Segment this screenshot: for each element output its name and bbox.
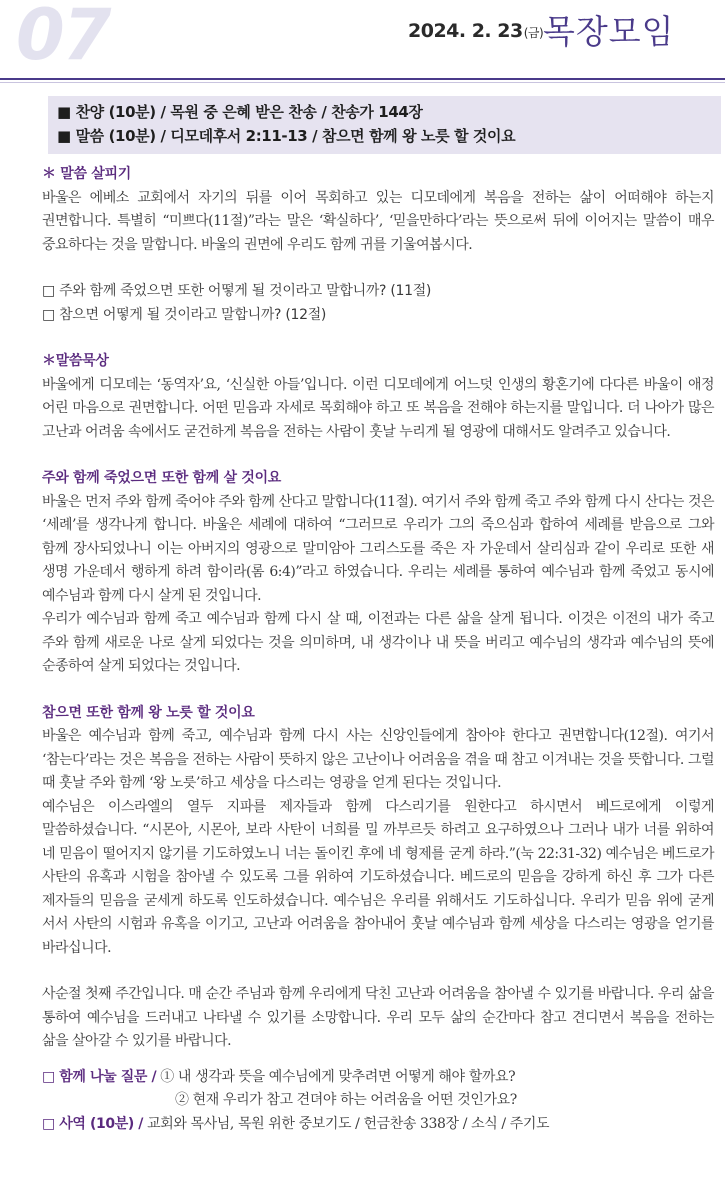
endure-paragraph-2: 예수님은 이스라엘의 열두 지파를 제자들과 함께 다스리기를 원한다고 하시면서 베드로에게 이렇게 말씀하셨습니다. “시몬아, 시몬아, 보라 사탄이 너희를 밀 까부르듯 하려고 요구하였으나 그러나 내가 너를 위하여 네 믿음이 떨어지지 않기를 기도하였노니 너는 돌이킨 후에 네 형제를 굳게 하라.”(눅 22:31-32) 예수님은 베드로가 사탄의 유혹과 시험을 참아낼 수 있도록 그를 위하여 기도하셨습니다. 베드로의 믿음을 강하게 하신 후 그가 다른 제자들의 믿음을 굳세게 하도록 인도하셨습니다. 예수님은 우리를 위해서도 기도하십니다. 우리가 믿음 위에 굳게 서서 사탄의 시험과 유혹을 이기고, 고난과 어려움을 참아내어 훗날 예수님과 함께 세상을 다스리는 영광을 얻기를 바라십니다. — [42, 798, 714, 956]
page-title: 목장모임 — [543, 12, 675, 51]
banner-praise: ■ 찬양 (10분) / 목원 중 은혜 받은 찬송 / 찬송가 144장 — [57, 103, 423, 121]
section-heading-meditation: ＊말씀묵상 — [42, 353, 109, 369]
spacer — [42, 257, 714, 280]
share-question-1-row — [42, 1066, 714, 1090]
meeting-date — [408, 20, 543, 42]
weekday: (금) — [523, 26, 544, 40]
ministry-text: 교회와 목사님, 목원 위한 중보기도 / 헌금찬송 338장 / 소식 / 주기도 — [147, 1115, 550, 1132]
meditation-paragraph: 바울에게 디모데는 ‘동역자’요, ‘신실한 아들’입니다. 이런 디모데에게 어느덧 인생의 황혼기에 다다른 바울이 애정 어린 마음으로 권면합니다. 어떤 믿음과 자세로 목회해야 하고 또 복음을 전해야 하는지를 말입니다. 더 나아가 많은 고난과 어려움 속에서도 굳건하게 복음을 전하는 사람이 훗날 누리게 될 영광에 대해서도 알려주고 있습니다. — [42, 376, 714, 440]
share-question-2-row — [42, 1089, 714, 1113]
section-heading-observe: ＊ 말씀 살피기 — [42, 166, 131, 182]
header-divider-thin — [0, 82, 725, 83]
die-with-lord-paragraph-1: 바울은 먼저 주와 함께 죽어야 주와 함께 산다고 말합니다(11절). 여기서 주와 함께 죽고 주와 함께 다시 산다는 것은 ‘세례’를 생각나게 합니다. 바울은 세례에 대하여 “그러므로 우리가 그의 죽으심과 합하여 세례를 받음으로 그와 함께 장사되었나니 이는 아버지의 영광으로 말미암아 그리스도를 죽은 자 가운데서 살리심과 같이 우리로 또한 새 생명 가운데서 행하게 하려 함이라(롬 6:4)”라고 하였습니다. 우리는 세례를 통하여 예수님과 함께 죽었고 동시에 예수님과 함께 다시 살게 된 것입니다. — [42, 493, 714, 604]
question-2: □ 참으면 어떻게 될 것이라고 말합니까? (12절) — [42, 306, 327, 323]
question-1: □ 주와 함께 죽었으면 또한 어떻게 될 것이라고 말합니까? (11절) — [42, 283, 432, 299]
ministry-row — [42, 1113, 714, 1137]
section-heading-endure: 참으면 또한 함께 왕 노릇 할 것이요 — [42, 704, 255, 721]
ministry-label: □ 사역 (10분) / — [42, 1115, 144, 1132]
header-divider — [0, 78, 725, 80]
date-text: 2024. 2. 23 — [408, 20, 523, 42]
observe-paragraph: 바울은 에베소 교회에서 자기의 뒤를 이어 목회하고 있는 디모데에게 복음을 전하는 삶이 어떠해야 하는지 권면합니다. 특별히 “미쁘다(11절)”라는 말은 ‘확실하다’, ‘믿을만하다’라는 뜻으로써 뒤에 이어지는 말씀이 매우 중요하다는 것을 말합니다. 바울의 권면에 우리도 함께 귀를 기울여봅시다. — [42, 189, 714, 253]
die-with-lord-paragraph-2: 우리가 예수님과 함께 죽고 예수님과 함께 다시 살 때, 이전과는 다른 삶을 살게 됩니다. 이것은 이전의 내가 죽고 주와 함께 새로운 나로 살게 되었다는 것을 의미하며, 내 생각이나 내 뜻을 버리고 예수님의 생각과 예수님의 뜻에 순종하여 살게 되었다는 것입니다. — [42, 611, 714, 674]
main-content — [42, 163, 714, 1136]
share-question-1: ① 내 생각과 뜻을 예수님에게 맞추려면 어떻게 해야 할까요? — [160, 1068, 516, 1085]
closing-paragraph: 사순절 첫째 주간입니다. 매 순간 주님과 함께 우리에게 닥친 고난과 어려움을 참아낼 수 있기를 바랍니다. 우리 삶을 통하여 예수님을 드러내고 나타낼 수 있기를 소망합니다. 우리 모두 삶의 순간마다 참고 견디면서 복음을 전하는 삶을 살아갈 수 있기를 바랍니다. — [42, 986, 714, 1049]
spacer — [42, 1054, 714, 1066]
endure-paragraph-1: 바울은 예수님과 함께 죽고, 예수님과 함께 다시 사는 신앙인들에게 참아야 한다고 권면합니다(12절). 여기서 ‘참는다’라는 것은 복음을 전하는 사람이 뜻하지 않은 고난이나 어려움을 겪을 때 참고 이겨내는 것을 뜻합니다. 그럴 때 훗날 주와 함께 ‘왕 노릇’하고 세상을 다스리는 영광을 얻게 된다는 것입니다. — [42, 728, 714, 791]
section-heading-die-with-lord: 주와 함께 죽었으면 또한 함께 살 것이요 — [42, 470, 282, 486]
order-banner — [48, 96, 721, 154]
spacer — [42, 960, 714, 983]
page-number: 07 — [16, 0, 110, 76]
spacer — [42, 327, 714, 350]
share-label: □ 함께 나눌 질문 / — [42, 1068, 157, 1085]
banner-word: ■ 말씀 (10분) / 디모데후서 2:11-13 / 참으면 함께 왕 노릇 할 것이요 — [57, 127, 516, 145]
spacer — [42, 679, 714, 702]
share-question-2: ② 현재 우리가 참고 견뎌야 하는 어려움을 어떤 것인가요? — [175, 1092, 517, 1108]
spacer — [42, 444, 714, 467]
